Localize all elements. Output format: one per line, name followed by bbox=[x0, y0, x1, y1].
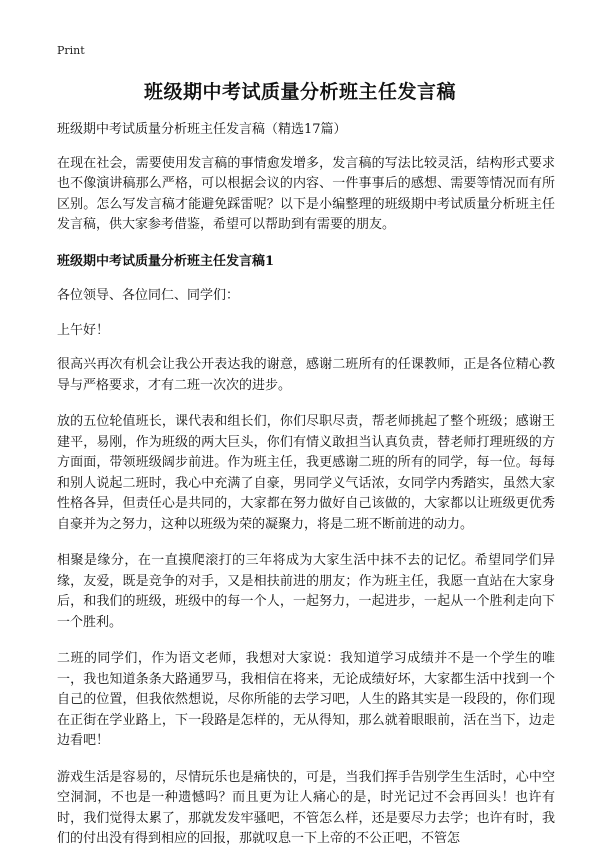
document-title: 班级期中考试质量分析班主任发言稿 bbox=[143, 81, 456, 103]
document-body bbox=[57, 120, 555, 866]
body-paragraph: 放的五位轮值班长，课代表和组长们，你们尽职尽责，帮老师挑起了整个班级；感谢王建平，易刚，作为班级的两大巨头，你们有情义敢担当认真负责，替老师打理班级的方方面面，带领班级阔步前进。作为班主任，我更感谢二班的所有的同学，每一位。每每和别人说起二班时，我心中充满了自豪，男同学义气话浓，女同学内秀踏实，虽然大家性格各异，但责任心是共同的，大家都在努力做好自己该做的，大家都以让班级更优秀自豪并为之努力，这种以班级为荣的凝聚力，将是二班不断前进的动力。 bbox=[57, 414, 555, 532]
body-paragraph: 很高兴再次有机会让我公开表达我的谢意，感谢二班所有的任课教师，正是各位精心教导与严格要求，才有二班一次次的进步。 bbox=[57, 357, 555, 393]
intro-paragraph: 在现在社会，需要使用发言稿的事情愈发增多，发言稿的写法比较灵活，结构形式要求也不像演讲稿那么严格，可以根据会议的内容、一件事事后的感想、需要等情况而有所区别。怎么写发言稿才能避免踩雷呢？以下是小编整理的班级期中考试质量分析班主任发言稿，供大家参考借鉴，希望可以帮助到有需要的朋友。 bbox=[57, 155, 555, 232]
salute-line: 上午好！ bbox=[57, 322, 110, 338]
body-paragraph: 相聚是缘分，在一直摸爬滚打的三年将成为大家生活中抹不去的记忆。希望同学们异缘，友爱，既是竞争的对手，又是相扶前进的朋友；作为班主任，我愿一直站在大家身后，和我们的班级，班级中的每一个人，一起努力，一起进步，一起从一个胜利走向下一个胜利。 bbox=[57, 553, 555, 630]
body-paragraph: 二班的同学们，作为语文老师，我想对大家说：我知道学习成绩并不是一个学生的唯一，我也知道条条大路通罗马，我相信在将来，无论成绩好坏，大家都生活中找到一个自己的位置，但我依然想说，尽你所能的去学习吧，人生的路其实是一段段的，你们现在正街在学业路上，下一段路是怎样的，无从得知，那么就着眼眼前，活在当下，边走边看吧！ bbox=[57, 651, 555, 748]
body-paragraph: 游戏生活是容易的，尽情玩乐也是痛快的，可是，当我们挥手告别学生生活时，心中空空洞洞，不也是一种遗憾吗？而且更为让人痛心的是，时光记过不会再回头！也许有时，我们觉得太累了，那就发发牢骚吧，不管怎么样，还是要尽力去学；也许有时，我们的付出没有得到相应的回报，那就叹息一下上帝的不公正吧，不管怎 bbox=[57, 769, 555, 846]
print-link[interactable]: Print bbox=[57, 44, 85, 57]
greeting-line: 各位领导、各位同仁、同学们： bbox=[57, 288, 240, 303]
section-heading: 班级期中考试质量分析班主任发言稿1 bbox=[57, 253, 275, 269]
document-subtitle: 班级期中考试质量分析班主任发言稿（精选17篇） bbox=[57, 122, 347, 137]
